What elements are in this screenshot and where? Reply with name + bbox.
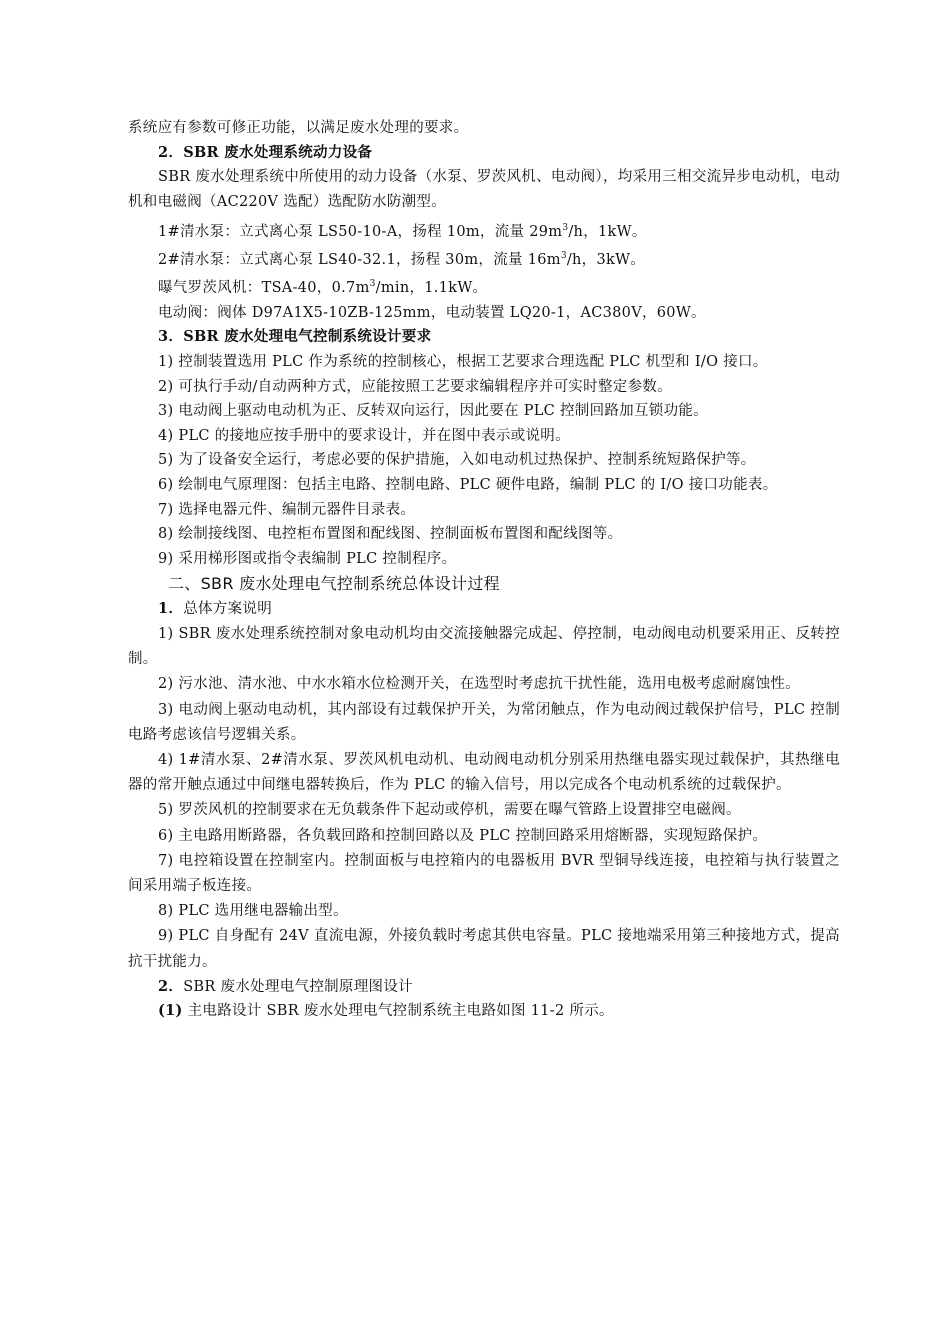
list-item	[128, 424, 840, 449]
text-span: /min，1.1kW。	[375, 280, 488, 297]
list-item	[128, 498, 840, 523]
text-span: 1#清水泵：立式离心泵 LS50-10-A，扬程 10m，流量 29m	[158, 223, 563, 240]
subsection-line	[128, 999, 840, 1024]
list-item	[128, 350, 840, 375]
text-span: 3) 电动阀上驱动电动机，其内部设有过载保护开关，为常闭触点，作为电动阀过载保护信号，PLC 控制电路考虑该信号逻辑关系。	[128, 701, 840, 743]
spec-line	[128, 301, 840, 326]
paragraph	[128, 824, 840, 849]
spec-line	[128, 216, 840, 244]
text-span: 6) 绘制电气原理图：包括主电路、控制电路、PLC 硬件电路，编制 PLC 的 I/O 接口功能表。	[158, 477, 778, 494]
paragraph	[128, 849, 840, 899]
superscript: 3	[369, 279, 376, 290]
text-span: 4) 1#清水泵、2#清水泵、罗茨风机电动机、电动阀电动机分别采用热继电器实现过载保护，其热继电器的常开触点通过中间继电器转换后，作为 PLC 的输入信号，用以完成各个电动机系统的过载保护。	[128, 752, 840, 794]
text-span: 主电路设计 SBR 废水处理电气控制系统主电路如图 11-2 所示。	[182, 1003, 614, 1020]
text-span: 2) 可执行手动/自动两种方式，应能按照工艺要求编辑程序并可实时整定参数。	[158, 378, 672, 395]
list-item	[128, 547, 840, 572]
list-item	[128, 522, 840, 547]
text-span: 曝气罗茨风机：TSA-40，0.7m	[158, 280, 370, 297]
paragraph-line	[128, 116, 840, 141]
text-span: 1) 控制装置选用 PLC 作为系统的控制核心，根据工艺要求合理选配 PLC 机型和 I/O 接口。	[158, 354, 768, 371]
text-span: 9) PLC 自身配有 24V 直流电源，外接负载时考虑其供电容量。PLC 接地端采用第三种接地方式，提高抗干扰能力。	[128, 928, 840, 970]
section-number: 3．	[158, 328, 184, 346]
paragraph	[128, 165, 840, 215]
text-span: 7) 选择电器元件、编制元器件目录表。	[158, 501, 416, 518]
paragraph	[128, 748, 840, 798]
section-title: 总体方案说明	[183, 601, 273, 618]
paragraph	[128, 798, 840, 823]
section-heading	[128, 975, 840, 1000]
text-span: 5) 为了设备安全运行，考虑必要的保护措施，入如电动机过热保护、控制系统短路保护等。	[158, 452, 756, 469]
section-heading	[128, 325, 840, 350]
text-span: 1) SBR 废水处理系统控制对象电动机均由交流接触器完成起、停控制，电动阀电动机要采用正、反转控制。	[128, 625, 840, 668]
section-heading	[128, 597, 840, 622]
text-span: 系统应有参数可修正功能，以满足废水处理的要求。	[128, 120, 469, 136]
text-span: SBR 废水处理系统中所使用的动力设备（水泵、罗茨风机、电动阀），均采用三相交流异步电动机，电动机和电磁阀（AC220V 选配）选配防水防潮型。	[128, 169, 840, 211]
chapter-heading: 二、SBR 废水处理电气控制系统总体设计过程	[168, 574, 500, 594]
text-span: 5) 罗茨风机的控制要求在无负载条件下起动或停机，需要在曝气管路上设置排空电磁阀。	[158, 802, 741, 819]
section-number: 2．	[158, 143, 184, 161]
spec-line	[128, 272, 840, 300]
section-number: 2．	[158, 977, 184, 995]
text-span: 9) 采用梯形图或指令表编制 PLC 控制程序。	[158, 550, 457, 567]
text-span: 4) PLC 的接地应按手册中的要求设计，并在图中表示或说明。	[158, 427, 570, 444]
text-span: 3) 电动阀上驱动电动机为正、反转双向运行，因此要在 PLC 控制回路加互锁功能。	[158, 403, 708, 420]
paragraph	[128, 698, 840, 748]
list-item	[128, 448, 840, 473]
section-heading	[128, 141, 840, 166]
paragraph	[128, 622, 840, 672]
list-item	[128, 473, 840, 498]
section-number: 1．	[158, 600, 184, 618]
text-span: 2#清水泵：立式离心泵 LS40-32.1，扬程 30m，流量 16m	[158, 251, 561, 268]
text-span: 8) 绘制接线图、电控柜布置图和配线图、控制面板布置图和配线图等。	[158, 526, 623, 543]
spec-line	[128, 244, 840, 272]
paragraph	[128, 672, 840, 697]
text-span: 2) 污水池、清水池、中水水箱水位检测开关，在选型时考虑抗干扰性能，选用电极考虑耐腐蚀性。	[158, 676, 800, 693]
text-span: 电动阀：阀体 D97A1X5-10ZB-125mm，电动装置 LQ20-1，AC380V，60W。	[158, 304, 706, 321]
list-item	[128, 375, 840, 400]
document-body	[128, 116, 840, 1024]
superscript: 3	[562, 222, 569, 233]
text-span: /h，3kW。	[566, 251, 646, 268]
section-title: SBR 废水处理系统动力设备	[183, 143, 373, 161]
text-span: 8) PLC 选用继电器输出型。	[158, 903, 348, 920]
subsection-number: (1)	[158, 1002, 183, 1020]
text-span: 7) 电控箱设置在控制室内。控制面板与电控箱内的电器板用 BVR 型铜导线连接，电控箱与执行装置之间采用端子板连接。	[128, 852, 840, 895]
paragraph	[128, 924, 840, 974]
section-title: SBR 废水处理电气控制系统设计要求	[183, 328, 432, 346]
paragraph	[128, 899, 840, 924]
section-title: SBR 废水处理电气控制原理图设计	[183, 978, 413, 995]
superscript: 3	[560, 251, 567, 262]
text-span: 6) 主电路用断路器，各负载回路和控制回路以及 PLC 控制回路采用熔断器，实现短路保护。	[158, 827, 768, 844]
text-span: /h，1kW。	[568, 223, 647, 240]
list-item	[128, 399, 840, 424]
